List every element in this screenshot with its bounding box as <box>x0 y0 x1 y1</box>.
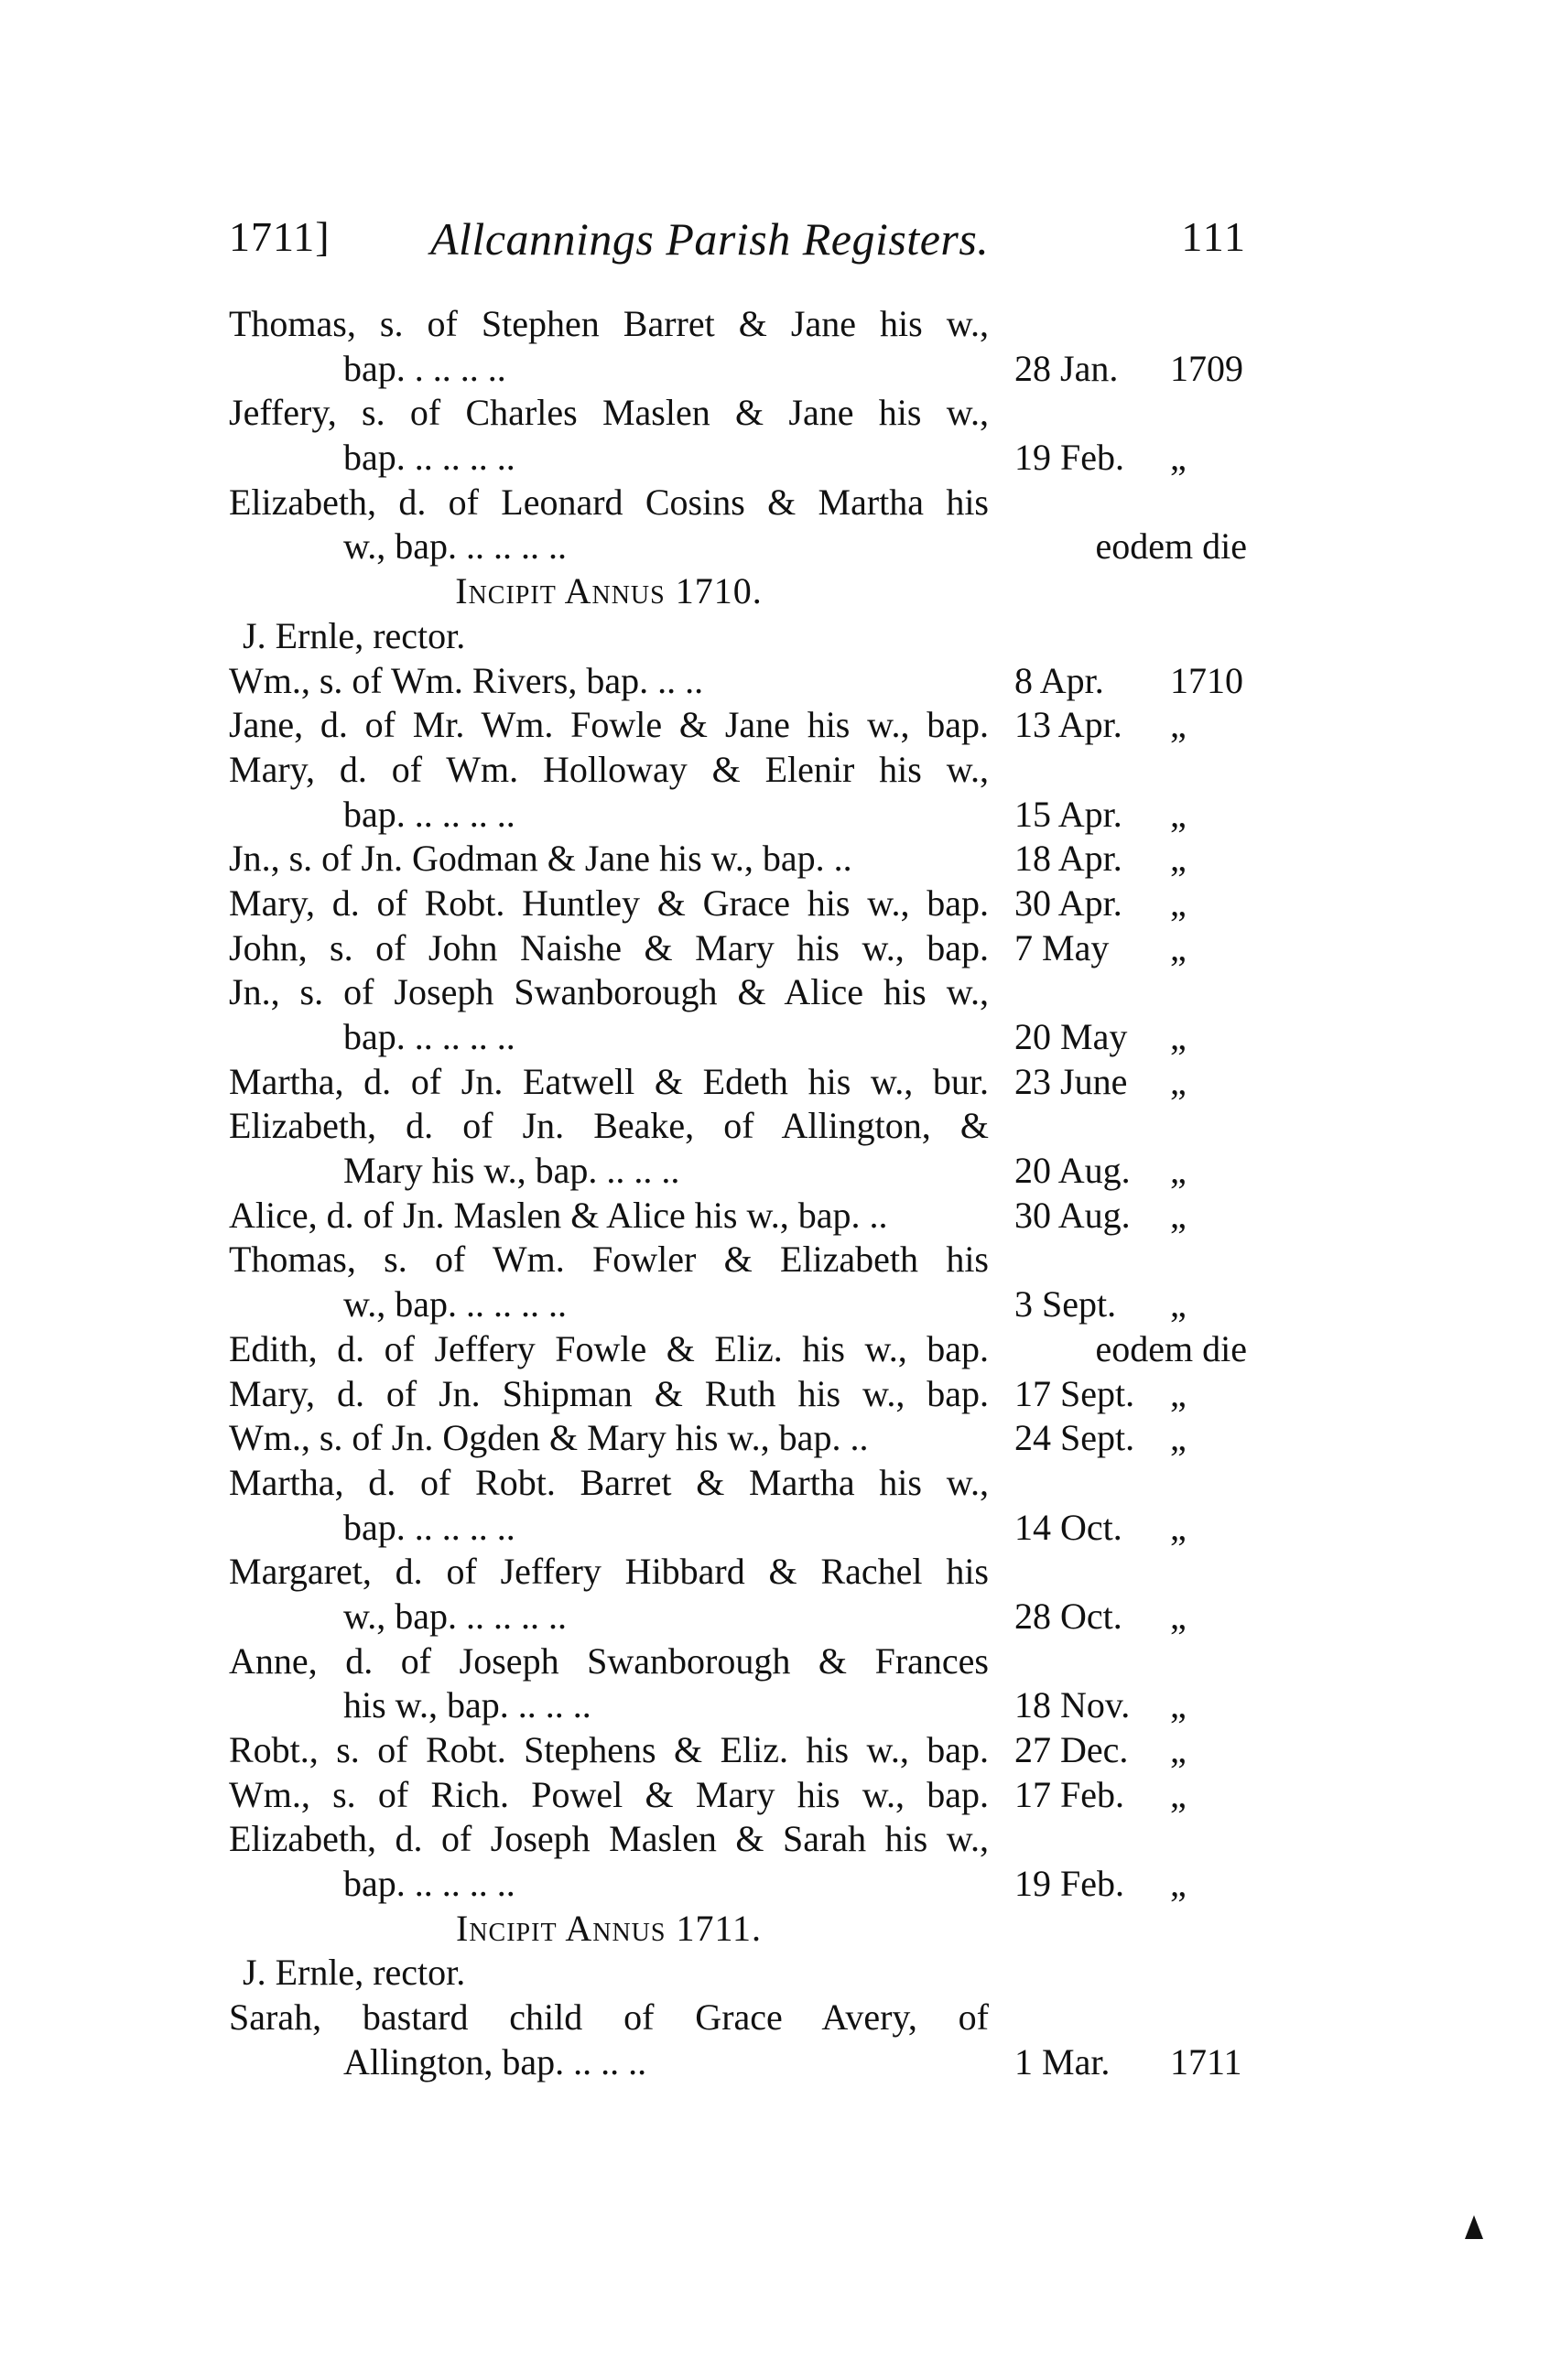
entry-day-month: 30 Apr. <box>1014 882 1122 924</box>
entry-day-month: 17 Feb. <box>1014 1773 1124 1815</box>
register-line <box>229 970 1247 1015</box>
entry-year: „ <box>1170 1729 1187 1770</box>
register-line <box>229 1416 1247 1461</box>
register-line <box>229 1149 1247 1194</box>
entry-year: „ <box>1170 1016 1187 1057</box>
register-line <box>229 1060 1247 1105</box>
entry-year: „ <box>1170 1283 1187 1325</box>
register-line <box>229 1104 1247 1149</box>
printer-mark-icon <box>1465 2215 1483 2239</box>
register-line <box>229 1595 1247 1639</box>
entry-day-month: 20 May <box>1014 1016 1128 1057</box>
entry-day-month: 13 Apr. <box>1014 704 1122 746</box>
register-line <box>229 614 1247 659</box>
header-year: 1711] <box>229 213 331 260</box>
register-line <box>229 703 1247 748</box>
entry-text: J. Ernle, rector. <box>243 614 466 656</box>
entry-text: his w., bap. .. .. .. <box>343 1684 591 1726</box>
entry-year: „ <box>1170 926 1187 968</box>
entry-year: 1709 <box>1170 347 1243 389</box>
page-number: 111 <box>1181 213 1247 260</box>
entry-text: Mary, d. of Wm. Holloway & Elenir his w., <box>229 748 989 790</box>
entry-day-month: 19 Feb. <box>1014 437 1124 479</box>
register-line <box>229 659 1247 704</box>
entry-year: „ <box>1170 704 1187 746</box>
register-line <box>229 1372 1247 1417</box>
entry-year: 1710 <box>1170 659 1243 701</box>
entry-text: John, s. of John Naishe & Mary his w., bap. <box>229 926 989 968</box>
register-line <box>229 302 1247 347</box>
entry-text: Robt., s. of Robt. Stephens & Eliz. his w., bap. <box>229 1729 989 1770</box>
register-line <box>229 837 1247 882</box>
entry-text: Margaret, d. of Jeffery Hibbard & Rachel his <box>229 1551 989 1593</box>
register-line <box>229 1506 1247 1551</box>
entry-day-month: 18 Nov. <box>1014 1684 1131 1726</box>
entry-text: Wm., s. of Jn. Ogden & Mary his w., bap. .. <box>229 1417 869 1459</box>
register-line <box>229 1327 1247 1372</box>
register-line <box>229 1951 1247 1996</box>
register-line <box>229 882 1247 926</box>
register-line <box>229 1461 1247 1506</box>
register-line <box>229 1683 1247 1728</box>
entry-text: Mary, d. of Robt. Huntley & Grace his w., bap. <box>229 882 989 924</box>
entry-text: bap. .. .. .. .. <box>343 1016 515 1057</box>
entry-day-month: 18 Apr. <box>1014 838 1122 880</box>
entry-date: eodem die <box>1095 1327 1247 1369</box>
register-line <box>229 2040 1247 2085</box>
entry-text: Elizabeth, d. of Leonard Cosins & Martha his <box>229 481 989 523</box>
entry-text: Thomas, s. of Wm. Fowler & Elizabeth his <box>229 1239 989 1281</box>
entry-year: „ <box>1170 1773 1187 1815</box>
entry-day-month: 24 Sept. <box>1014 1417 1135 1459</box>
entry-text: Elizabeth, d. of Joseph Maslen & Sarah his w., <box>229 1818 989 1860</box>
entry-year: „ <box>1170 838 1187 880</box>
entry-day-month: 19 Feb. <box>1014 1863 1124 1905</box>
register-line <box>229 525 1247 569</box>
entry-date: eodem die <box>1095 525 1247 568</box>
year-heading-text: Incipit Annus 1711. <box>456 1907 762 1949</box>
entry-year: „ <box>1170 793 1187 835</box>
register-line <box>229 1639 1247 1684</box>
entry-year: 1711 <box>1170 2040 1242 2082</box>
entry-day-month: 20 Aug. <box>1014 1150 1131 1192</box>
register-line <box>229 793 1247 838</box>
entry-text: Anne, d. of Joseph Swanborough & Frances <box>229 1639 989 1682</box>
register-line <box>229 1817 1247 1862</box>
register-line <box>229 1862 1247 1907</box>
entry-text: J. Ernle, rector. <box>243 1952 466 1994</box>
entry-day-month: 17 Sept. <box>1014 1372 1135 1414</box>
register-line <box>229 1550 1247 1595</box>
entry-day-month: 15 Apr. <box>1014 793 1122 835</box>
entry-day-month: 14 Oct. <box>1014 1506 1122 1548</box>
register-line <box>229 1773 1247 1818</box>
entry-text: Thomas, s. of Stephen Barret & Jane his w., <box>229 303 989 344</box>
entry-year: „ <box>1170 882 1187 924</box>
register-entries <box>229 302 1247 2085</box>
entry-day-month: 27 Dec. <box>1014 1729 1129 1770</box>
entry-text: Martha, d. of Robt. Barret & Martha his w., <box>229 1461 989 1503</box>
entry-text: Wm., s. of Rich. Powel & Mary his w., bap. <box>229 1773 989 1815</box>
entry-day-month: 8 Apr. <box>1014 659 1104 701</box>
register-line <box>229 1194 1247 1239</box>
year-heading-text: Incipit Annus 1710. <box>455 570 763 612</box>
entry-day-month: 3 Sept. <box>1014 1283 1117 1325</box>
entry-text: w., bap. .. .. .. .. <box>343 1595 568 1637</box>
entry-day-month: 28 Jan. <box>1014 347 1119 389</box>
register-line <box>229 436 1247 481</box>
entry-text: w., bap. .. .. .. .. <box>343 525 568 568</box>
entry-year: „ <box>1170 1684 1187 1726</box>
entry-text: Jane, d. of Mr. Wm. Fowle & Jane his w., bap. <box>229 704 989 746</box>
entry-text: bap. .. .. .. .. <box>343 437 515 479</box>
entry-day-month: 1 Mar. <box>1014 2040 1111 2082</box>
entry-year: „ <box>1170 1506 1187 1548</box>
register-line <box>229 347 1247 392</box>
entry-text: bap. .. .. .. .. <box>343 1863 515 1905</box>
year-heading <box>229 569 1247 614</box>
register-line <box>229 748 1247 793</box>
entry-text: Mary his w., bap. .. .. .. <box>343 1150 680 1192</box>
entry-text: Elizabeth, d. of Jn. Beake, of Allington, & <box>229 1105 989 1147</box>
entry-day-month: 23 June <box>1014 1060 1128 1102</box>
register-line <box>229 1996 1247 2040</box>
entry-text: bap. . .. .. .. <box>343 347 506 389</box>
entry-text: Edith, d. of Jeffery Fowle & Eliz. his w., bap. <box>229 1327 989 1369</box>
entry-text: Mary, d. of Jn. Shipman & Ruth his w., bap. <box>229 1372 989 1414</box>
register-line <box>229 1015 1247 1060</box>
entry-text: bap. .. .. .. .. <box>343 1506 515 1548</box>
entry-text: Jn., s. of Jn. Godman & Jane his w., bap. .. <box>229 838 852 880</box>
register-line <box>229 481 1247 525</box>
entry-year: „ <box>1170 1595 1187 1637</box>
entry-text: Jn., s. of Joseph Swanborough & Alice his w., <box>229 971 989 1013</box>
header-title: Allcannings Parish Registers. <box>430 213 990 265</box>
entry-text: w., bap. .. .. .. .. <box>343 1283 568 1325</box>
entry-year: „ <box>1170 437 1187 479</box>
entry-year: „ <box>1170 1863 1187 1905</box>
entry-day-month: 30 Aug. <box>1014 1194 1131 1236</box>
register-line <box>229 391 1247 436</box>
year-heading <box>229 1907 1247 1952</box>
entry-text: Allington, bap. .. .. .. <box>343 2040 647 2082</box>
entry-text: Martha, d. of Jn. Eatwell & Edeth his w., bur. <box>229 1060 989 1102</box>
entry-text: bap. .. .. .. .. <box>343 793 515 835</box>
entry-text: Jeffery, s. of Charles Maslen & Jane his w., <box>229 392 989 434</box>
register-line <box>229 1728 1247 1773</box>
register-line <box>229 926 1247 971</box>
entry-year: „ <box>1170 1372 1187 1414</box>
entry-year: „ <box>1170 1194 1187 1236</box>
register-line <box>229 1282 1247 1327</box>
entry-text: Wm., s. of Wm. Rivers, bap. .. .. <box>229 659 704 701</box>
entry-text: Sarah, bastard child of Grace Avery, of <box>229 1996 989 2039</box>
entry-year: „ <box>1170 1417 1187 1459</box>
entry-day-month: 28 Oct. <box>1014 1595 1122 1637</box>
entry-year: „ <box>1170 1150 1187 1192</box>
entry-day-month: 7 May <box>1014 926 1110 968</box>
running-header <box>229 212 1247 267</box>
entry-text: Alice, d. of Jn. Maslen & Alice his w., bap. .. <box>229 1194 888 1236</box>
register-line <box>229 1238 1247 1282</box>
entry-year: „ <box>1170 1060 1187 1102</box>
